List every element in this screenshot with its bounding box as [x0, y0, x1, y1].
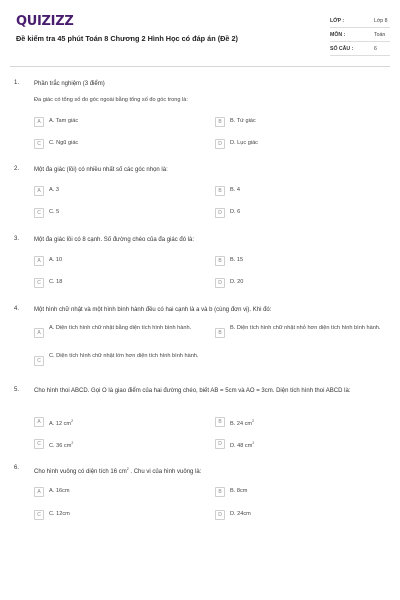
option-text: A. Diện tích hình chữ nhật bằng diện tích hình bình hành. — [49, 325, 192, 331]
option-letter-box: A — [34, 487, 44, 497]
meta-value: 6 — [374, 45, 377, 52]
option-letter-box: C — [34, 139, 44, 149]
option-text — [230, 439, 254, 450]
option-text: C. 5 — [49, 209, 60, 215]
document-header — [10, 10, 390, 62]
option-letter-box: A — [34, 328, 44, 338]
meta-key: LỚP : — [330, 17, 345, 24]
option-a[interactable] — [34, 117, 78, 127]
question-subtext: Đa giác có tổng số đo góc ngoài bằng tổng số đo góc trong là: — [34, 97, 188, 103]
option-c[interactable] — [34, 278, 62, 288]
quizizz-logo: QUIZIZZ — [16, 14, 74, 29]
superscript: 2 — [71, 441, 74, 445]
option-a[interactable] — [34, 417, 73, 428]
option-letter-box: C — [34, 510, 44, 520]
option-letter-box: B — [215, 487, 225, 497]
option-letter-box: B — [215, 417, 225, 427]
option-d[interactable] — [215, 510, 251, 520]
option-text: A. 16cm — [49, 488, 70, 494]
option-value: C. 36 cm — [49, 442, 72, 449]
option-d[interactable] — [215, 278, 243, 288]
option-letter-box: D — [215, 439, 225, 449]
question-text: Một đa giác (lồi) có nhiều nhất số các góc nhọn là: — [34, 167, 168, 173]
option-b[interactable] — [215, 417, 254, 428]
question-number: 3. — [14, 236, 20, 242]
option-text — [49, 417, 73, 428]
superscript: 2 — [252, 441, 255, 445]
question-number: 5. — [14, 387, 20, 393]
option-text: C. Diện tích hình chữ nhật lớn hơn diện tích hình bình hành. — [49, 353, 199, 359]
option-value: B. 24 cm — [230, 420, 253, 427]
question-text: Phần trắc nghiệm (3 điểm) — [34, 81, 105, 87]
option-c[interactable] — [34, 439, 73, 450]
option-b[interactable] — [215, 186, 240, 196]
option-letter-box: D — [215, 510, 225, 520]
option-text: B. Tứ giác — [230, 118, 256, 124]
superscript: 2 — [252, 419, 255, 423]
superscript: 2 — [126, 467, 129, 471]
meta-row-subject — [330, 28, 390, 42]
question-number: 6. — [14, 465, 20, 471]
option-b[interactable] — [215, 487, 247, 497]
option-b[interactable] — [215, 256, 243, 266]
option-value: A. 12 cm — [49, 420, 72, 427]
option-letter-box: B — [215, 186, 225, 196]
option-text: D. Lục giác — [230, 140, 258, 146]
option-text: C. Ngũ giác — [49, 140, 79, 146]
option-a[interactable] — [34, 186, 59, 196]
option-text: A. Tam giác — [49, 118, 79, 124]
option-letter-box: B — [215, 328, 225, 338]
option-c[interactable] — [34, 510, 70, 520]
question-number: 2. — [14, 166, 20, 172]
option-text: B. Diện tích hình chữ nhật nhỏ hơn diện tích hình bình hành. — [230, 325, 381, 331]
option-letter-box: A — [34, 186, 44, 196]
option-value: D. 48 cm — [230, 442, 253, 449]
header-divider — [10, 66, 390, 67]
meta-key: MÔN : — [330, 31, 346, 38]
option-letter-box: A — [34, 256, 44, 266]
option-b[interactable] — [215, 324, 385, 338]
option-letter-box: A — [34, 417, 44, 427]
option-text — [49, 439, 73, 450]
question-text — [34, 465, 390, 476]
option-c[interactable] — [34, 208, 59, 218]
option-text: D. 24cm — [230, 511, 251, 517]
option-text: A. 10 — [49, 257, 63, 263]
meta-row-count — [330, 42, 390, 56]
option-letter-box: C — [34, 439, 44, 449]
question-number: 1. — [14, 80, 20, 86]
option-letter-box: B — [215, 256, 225, 266]
option-letter-box: C — [34, 278, 44, 288]
option-text: D. 6 — [230, 209, 241, 215]
meta-value: Toán — [374, 31, 386, 38]
option-c[interactable] — [34, 352, 214, 366]
option-letter-box: C — [34, 208, 44, 218]
meta-table — [330, 14, 390, 56]
option-letter-box: A — [34, 117, 44, 127]
meta-row-class — [330, 14, 390, 28]
option-d[interactable] — [215, 139, 258, 149]
superscript: 2 — [71, 419, 74, 423]
option-letter-box: D — [215, 139, 225, 149]
question-text-main: Cho hình vuông có diện tích 16 cm — [34, 469, 127, 475]
option-text: A. 3 — [49, 187, 59, 193]
meta-key: SỐ CÂU : — [330, 45, 354, 52]
meta-value: Lớp 8 — [374, 17, 388, 24]
option-text: B. 15 — [230, 257, 244, 263]
question-text-tail: . Chu vi của hình vuông là: — [128, 469, 202, 475]
option-text: B. 4 — [230, 187, 240, 193]
option-text: C. 12cm — [49, 511, 70, 517]
option-letter-box: D — [215, 278, 225, 288]
option-text: C. 18 — [49, 279, 63, 285]
option-d[interactable] — [215, 439, 254, 450]
document-title: Đề kiểm tra 45 phút Toán 8 Chương 2 Hình Học có đáp án (Đề 2) — [16, 34, 238, 43]
question-text: Một hình chữ nhật và một hình bình hành đều có hai cạnh là a và b (cùng đơn vị). Khi đó: — [34, 307, 272, 313]
option-d[interactable] — [215, 208, 240, 218]
option-c[interactable] — [34, 139, 78, 149]
option-b[interactable] — [215, 117, 256, 127]
option-a[interactable] — [34, 487, 70, 497]
option-letter-box: B — [215, 117, 225, 127]
option-text: B. 8cm — [230, 488, 248, 494]
option-text: D. 20 — [230, 279, 244, 285]
option-letter-box: C — [34, 356, 44, 366]
question-text: Một đa giác lồi có 8 cạnh. Số đường chéo của đa giác đó là: — [34, 237, 195, 243]
option-a[interactable] — [34, 324, 214, 338]
option-letter-box: D — [215, 208, 225, 218]
option-text — [230, 417, 254, 428]
question-number: 4. — [14, 306, 20, 312]
option-a[interactable] — [34, 256, 62, 266]
question-text: Cho hình thoi ABCD. Gọi O là giao điểm của hai đường chéo, biết AB = 5cm và AO = 3cm. Diện tích hình thoi ABCD là: — [34, 388, 351, 394]
